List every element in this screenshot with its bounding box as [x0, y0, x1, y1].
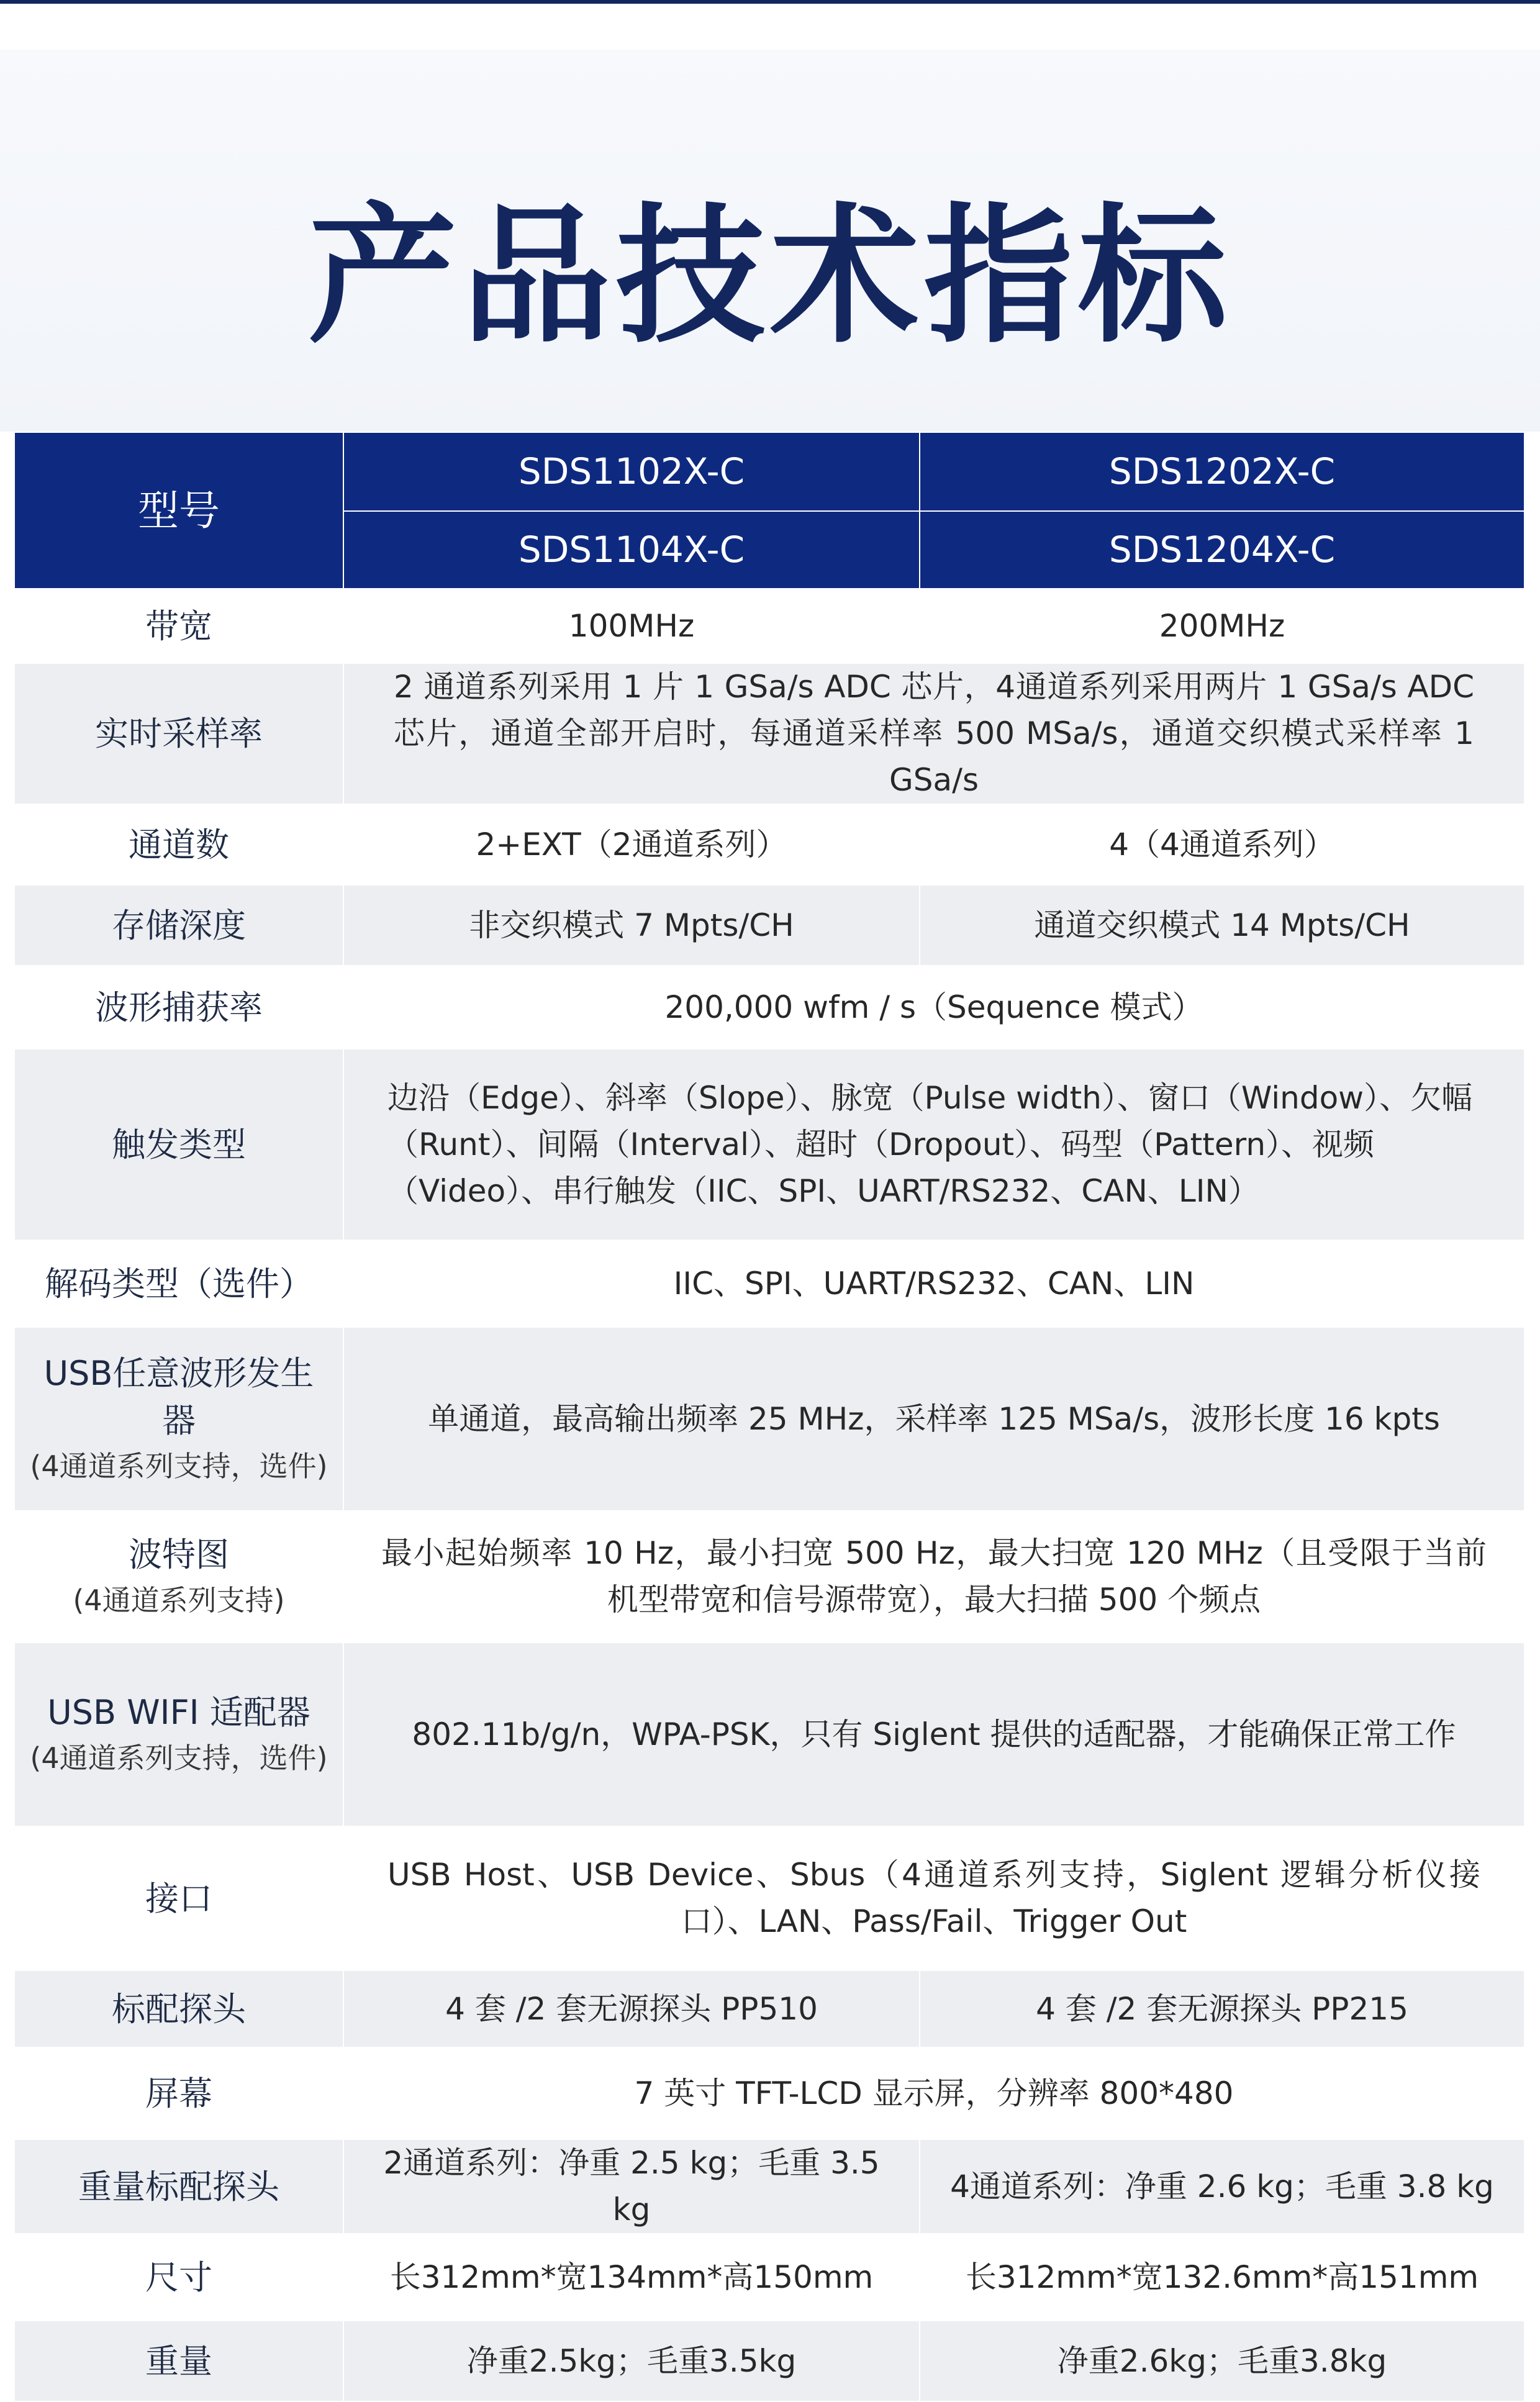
label-bode: 波特图 [129, 1535, 229, 1574]
label-trigger: 触发类型 [14, 1049, 343, 1240]
row-capture-rate [14, 966, 1524, 1049]
value-interface: USB Host、USB Device、Sbus（4通道系列支持，Siglent 逻辑分析仪接口）、LAN、Pass/Fail、Trigger Out [343, 1826, 1524, 1970]
spec-table [14, 432, 1525, 2402]
value-screen: 7 英寸 TFT-LCD 显示屏，分辨率 800*480 [343, 2047, 1524, 2139]
row-sample-rate [14, 663, 1524, 804]
label-decode: 解码类型（选件） [14, 1240, 343, 1327]
row-weight [14, 2321, 1524, 2401]
model-4ch-200: SDS1204X-C [920, 511, 1524, 589]
model-row-2ch [14, 432, 1524, 511]
value-probe-pp215: 4 套 /2 套无源探头 PP215 [920, 1970, 1524, 2047]
value-decode: IIC、SPI、UART/RS232、CAN、LIN [343, 1240, 1524, 1327]
row-probe [14, 1970, 1524, 2047]
label-sample-rate: 实时采样率 [14, 663, 343, 804]
value-weight-4ch: 净重2.6kg；毛重3.8kg [920, 2321, 1524, 2401]
row-screen [14, 2047, 1524, 2139]
value-weight-2ch: 净重2.5kg；毛重3.5kg [343, 2321, 920, 2401]
label-channels: 通道数 [14, 804, 343, 885]
row-bandwidth [14, 589, 1524, 663]
value-capture-rate: 200,000 wfm / s（Sequence 模式） [343, 966, 1524, 1049]
label-weight-probe: 重量标配探头 [14, 2139, 343, 2234]
row-size [14, 2234, 1524, 2321]
value-bandwidth-100: 100MHz [343, 589, 920, 663]
value-sample-rate: 2 通道系列采用 1 片 1 GSa/s ADC 芯片，4通道系列采用两片 1 GSa/s ADC 芯片，通道全部开启时，每通道采样率 500 MSa/s，通道交织模式采样率 1 GSa/s [343, 663, 1524, 804]
label-interface: 接口 [14, 1826, 343, 1970]
page-title: 产品技术指标 [307, 189, 1232, 363]
value-memory-interleaved: 通道交织模式 14 Mpts/CH [920, 885, 1524, 966]
value-bode: 最小起始频率 10 Hz，最小扫宽 500 Hz，最大扫宽 120 MHz（且受限于当前机型带宽和信号源带宽），最大扫描 500 个频点 [343, 1511, 1524, 1643]
row-decode [14, 1240, 1524, 1327]
sublabel-awg: (4通道系列支持，选件) [30, 1449, 328, 1483]
label-capture-rate: 波形捕获率 [14, 966, 343, 1049]
label-wifi-cell [14, 1643, 343, 1826]
sublabel-wifi: (4通道系列支持，选件) [30, 1741, 328, 1775]
row-awg [14, 1327, 1524, 1511]
value-awg: 单通道，最高输出频率 25 MHz，采样率 125 MSa/s，波形长度 16 kpts [343, 1327, 1524, 1511]
row-weight-probe [14, 2139, 1524, 2234]
value-probe-pp510: 4 套 /2 套无源探头 PP510 [343, 1970, 920, 2047]
row-wifi [14, 1643, 1524, 1826]
model-2ch-100: SDS1102X-C [343, 432, 920, 511]
label-awg-cell [14, 1327, 343, 1511]
value-trigger: 边沿（Edge）、斜率（Slope）、脉宽（Pulse width）、窗口（Window）、欠幅（Runt）、间隔（Interval）、超时（Dropout）、码型（Pattern）、视频（Video）、串行触发（IIC、SPI、UART/RS232、CAN、LIN） [343, 1049, 1524, 1240]
value-wifi: 802.11b/g/n，WPA-PSK，只有 Siglent 提供的适配器，才能确保正常工作 [343, 1643, 1524, 1826]
row-memory [14, 885, 1524, 966]
top-accent-bar [0, 0, 1540, 4]
label-awg: USB任意波形发生器 [43, 1354, 314, 1440]
label-probe: 标配探头 [14, 1970, 343, 2047]
label-wifi: USB WIFI 适配器 [47, 1693, 310, 1732]
row-trigger [14, 1049, 1524, 1240]
value-weight-probe-2ch: 2通道系列：净重 2.5 kg；毛重 3.5 kg [343, 2139, 920, 2234]
value-memory-normal: 非交织模式 7 Mpts/CH [343, 885, 920, 966]
value-bandwidth-200: 200MHz [920, 589, 1524, 663]
row-bode [14, 1511, 1524, 1643]
label-bandwidth: 带宽 [14, 589, 343, 663]
row-interface [14, 1826, 1524, 1970]
value-channels-2ch: 2+EXT（2通道系列） [343, 804, 920, 885]
value-channels-4ch: 4（4通道系列） [920, 804, 1524, 885]
value-size-2ch: 长312mm*宽134mm*高150mm [343, 2234, 920, 2321]
label-screen: 屏幕 [14, 2047, 343, 2139]
value-size-4ch: 长312mm*宽132.6mm*高151mm [920, 2234, 1524, 2321]
value-weight-probe-4ch: 4通道系列：净重 2.6 kg；毛重 3.8 kg [920, 2139, 1524, 2234]
model-label: 型号 [14, 432, 343, 589]
row-channels [14, 804, 1524, 885]
label-bode-cell [14, 1511, 343, 1643]
label-memory: 存储深度 [14, 885, 343, 966]
model-2ch-200: SDS1202X-C [920, 432, 1524, 511]
model-4ch-100: SDS1104X-C [343, 511, 920, 589]
label-weight: 重量 [14, 2321, 343, 2401]
label-size: 尺寸 [14, 2234, 343, 2321]
sublabel-bode: (4通道系列支持) [73, 1584, 285, 1617]
